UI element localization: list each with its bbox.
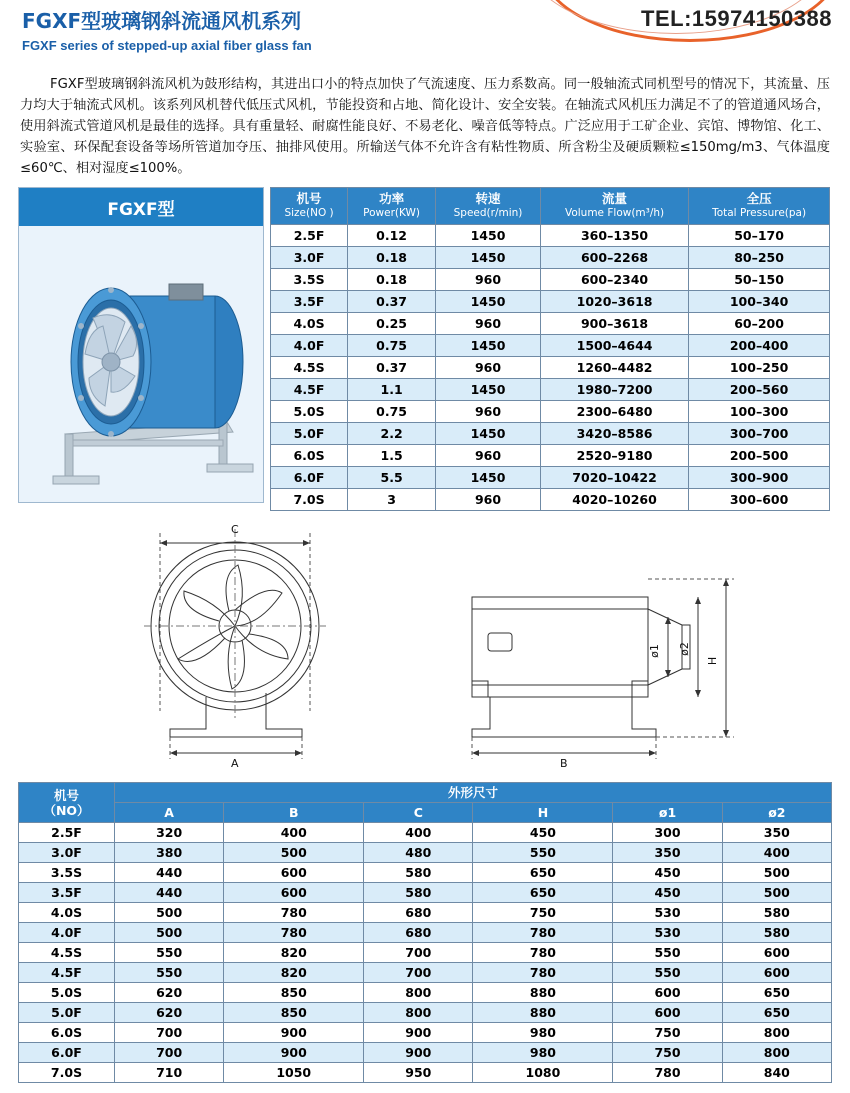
cell-speed: 1450 [436,423,541,445]
cell-c: 580 [364,883,473,903]
cell-a: 500 [115,923,224,943]
cell-flow: 900–3618 [540,313,688,335]
dims-table-body [19,823,832,1083]
cell-h: 650 [473,883,613,903]
dims-col-a: A [115,803,224,823]
cell-d2: 500 [722,883,831,903]
cell-flow: 1020–3618 [540,291,688,313]
cell-d1: 530 [613,903,722,923]
cell-pressure: 100–340 [689,291,830,313]
drawing-label-d1: ø1 [648,644,661,658]
cell-h: 880 [473,983,613,1003]
cell-pressure: 200–560 [689,379,830,401]
cell-c: 800 [364,1003,473,1023]
table-row [271,467,830,489]
cell-d1: 530 [613,923,722,943]
spec-table-body [271,225,830,511]
cell-size: 3.5F [271,291,348,313]
cell-c: 680 [364,923,473,943]
cell-h: 880 [473,1003,613,1023]
table-row [19,863,832,883]
top-section [18,187,832,511]
cell-d1: 750 [613,1023,722,1043]
cell-d2: 580 [722,923,831,943]
cell-speed: 1450 [436,291,541,313]
spec-col-power: 功率 Power(KW) [348,188,436,225]
cell-d1: 750 [613,1043,722,1063]
page-title-cn: FGXF型玻璃钢斜流通风机系列 [22,9,302,33]
cell-b: 850 [224,983,364,1003]
cell-d2: 800 [722,1043,831,1063]
drawing-label-a: A [231,757,239,770]
cell-a: 700 [115,1023,224,1043]
spec-col-speed: 转速 Speed(r/min) [436,188,541,225]
cell-size: 4.5S [271,357,348,379]
cell-pressure: 50–170 [689,225,830,247]
cell-speed: 1450 [436,335,541,357]
cell-flow: 600–2340 [540,269,688,291]
cell-speed: 1450 [436,379,541,401]
cell-power: 1.5 [348,445,436,467]
cell-a: 620 [115,983,224,1003]
cell-d1: 550 [613,943,722,963]
dims-col-h: H [473,803,613,823]
cell-power: 2.2 [348,423,436,445]
cell-a: 550 [115,963,224,983]
cell-pressure: 60–200 [689,313,830,335]
cell-flow: 2300–6480 [540,401,688,423]
spec-col-flow: 流量 Volume Flow(m³/h) [540,188,688,225]
cell-pressure: 300–600 [689,489,830,511]
table-row [271,225,830,247]
cell-b: 400 [224,823,364,843]
table-row [19,823,832,843]
cell-size: 7.0S [19,1063,115,1083]
cell-size: 4.0F [19,923,115,943]
spec-col-pressure: 全压 Total Pressure(pa) [689,188,830,225]
cell-power: 0.75 [348,401,436,423]
cell-b: 820 [224,943,364,963]
table-row [19,983,832,1003]
product-image-caption: FGXF型 [19,188,263,226]
cell-size: 5.0F [271,423,348,445]
cell-b: 500 [224,843,364,863]
cell-h: 780 [473,943,613,963]
cell-h: 980 [473,1043,613,1063]
cell-h: 750 [473,903,613,923]
cell-power: 0.37 [348,357,436,379]
cell-flow: 4020–10260 [540,489,688,511]
cell-size: 6.0F [19,1043,115,1063]
dims-col-b: B [224,803,364,823]
table-row [271,379,830,401]
drawing-label-d2: ø2 [678,642,691,656]
cell-size: 6.0F [271,467,348,489]
page-header [0,0,850,72]
table-row [271,313,830,335]
cell-speed: 1450 [436,467,541,489]
cell-b: 820 [224,963,364,983]
cell-c: 480 [364,843,473,863]
cell-speed: 960 [436,269,541,291]
cell-a: 550 [115,943,224,963]
cell-size: 3.5S [271,269,348,291]
cell-d1: 350 [613,843,722,863]
cell-speed: 960 [436,445,541,467]
table-row [19,883,832,903]
cell-pressure: 300–700 [689,423,830,445]
cell-c: 900 [364,1043,473,1063]
cell-pressure: 300–900 [689,467,830,489]
intro-paragraph [20,74,830,179]
dims-col-size: 机号 （NO） [19,783,115,823]
cell-pressure: 100–250 [689,357,830,379]
cell-h: 980 [473,1023,613,1043]
cell-a: 700 [115,1043,224,1063]
table-row [19,1043,832,1063]
cell-a: 380 [115,843,224,863]
cell-pressure: 50–150 [689,269,830,291]
cell-size: 2.5F [19,823,115,843]
cell-a: 500 [115,903,224,923]
cell-pressure: 200–500 [689,445,830,467]
cell-flow: 360–1350 [540,225,688,247]
cell-speed: 1450 [436,247,541,269]
cell-d2: 400 [722,843,831,863]
cell-d2: 800 [722,1023,831,1043]
spec-header-row [271,188,830,225]
cell-h: 780 [473,963,613,983]
cell-size: 5.0F [19,1003,115,1023]
table-row [271,357,830,379]
cell-d1: 300 [613,823,722,843]
cell-size: 3.0F [271,247,348,269]
cell-size: 6.0S [19,1023,115,1043]
fan-product-photo [19,226,263,502]
table-row [271,335,830,357]
specification-table [270,187,830,511]
dimensions-table [18,782,832,1083]
cell-size: 5.0S [271,401,348,423]
cell-size: 3.5F [19,883,115,903]
dims-header-row-1 [19,783,832,803]
cell-speed: 960 [436,313,541,335]
cell-flow: 3420–8586 [540,423,688,445]
cell-flow: 1260–4482 [540,357,688,379]
cell-power: 0.25 [348,313,436,335]
cell-a: 440 [115,883,224,903]
cell-pressure: 200–400 [689,335,830,357]
table-row [19,903,832,923]
cell-power: 5.5 [348,467,436,489]
cell-d2: 600 [722,943,831,963]
table-row [271,247,830,269]
cell-b: 850 [224,1003,364,1023]
cell-d1: 550 [613,963,722,983]
dims-header-row-2 [19,803,832,823]
cell-size: 6.0S [271,445,348,467]
cell-d2: 580 [722,903,831,923]
cell-power: 0.37 [348,291,436,313]
spec-col-size: 机号 Size(NO ) [271,188,348,225]
cell-pressure: 100–300 [689,401,830,423]
cell-size: 4.0S [271,313,348,335]
cell-flow: 2520–9180 [540,445,688,467]
cell-size: 2.5F [271,225,348,247]
cell-a: 620 [115,1003,224,1023]
drawing-label-h: H [706,656,719,666]
cell-power: 0.18 [348,247,436,269]
dims-col-d2: ø2 [722,803,831,823]
cell-size: 4.0S [19,903,115,923]
table-row [19,963,832,983]
cell-flow: 7020–10422 [540,467,688,489]
table-row [271,401,830,423]
cell-c: 680 [364,903,473,923]
cell-c: 700 [364,943,473,963]
cell-d2: 350 [722,823,831,843]
table-row [19,923,832,943]
cell-d1: 780 [613,1063,722,1083]
cell-d1: 600 [613,983,722,1003]
page-title-en: FGXF series of stepped-up axial fiber glass fan [22,38,312,53]
cell-b: 600 [224,863,364,883]
cell-b: 780 [224,903,364,923]
cell-h: 450 [473,823,613,843]
cell-d1: 450 [613,863,722,883]
cell-d2: 650 [722,983,831,1003]
dims-col-d1: ø1 [613,803,722,823]
cell-d2: 650 [722,1003,831,1023]
cell-a: 710 [115,1063,224,1083]
cell-power: 0.75 [348,335,436,357]
drawing-label-b: B [560,757,568,770]
cell-b: 780 [224,923,364,943]
cell-h: 650 [473,863,613,883]
cell-b: 1050 [224,1063,364,1083]
table-row [19,1063,832,1083]
cell-speed: 960 [436,357,541,379]
cell-flow: 1500–4644 [540,335,688,357]
drawing-label-c: C [231,523,239,536]
table-row [19,943,832,963]
cell-power: 0.12 [348,225,436,247]
cell-speed: 1450 [436,225,541,247]
cell-d2: 840 [722,1063,831,1083]
cell-c: 900 [364,1023,473,1043]
cell-size: 4.5F [271,379,348,401]
cell-power: 1.1 [348,379,436,401]
table-row [19,1023,832,1043]
cell-power: 0.18 [348,269,436,291]
table-row [271,291,830,313]
cell-size: 3.5S [19,863,115,883]
cell-d1: 600 [613,1003,722,1023]
table-row [19,1003,832,1023]
cell-h: 550 [473,843,613,863]
cell-d2: 600 [722,963,831,983]
cell-size: 5.0S [19,983,115,1003]
cell-b: 600 [224,883,364,903]
table-row [271,269,830,291]
telephone-number: TEL:15974150388 [641,6,832,31]
cell-c: 950 [364,1063,473,1083]
cell-power: 3 [348,489,436,511]
cell-b: 900 [224,1023,364,1043]
product-image-panel [18,187,264,503]
cell-d1: 450 [613,883,722,903]
cell-size: 3.0F [19,843,115,863]
table-row [19,843,832,863]
cell-speed: 960 [436,489,541,511]
intro-text: FGXF型玻璃钢斜流风机为鼓形结构，其进出口小的特点加快了气流速度、压力系数高。同一般轴流式同机型号的情况下，其流量、压力均大于轴流式风机。该系列风机替代低压式风机，节能投资和占地、简化设计、安全安装。在轴流式风机压力满足不了的管道通风场合，使用斜流式管道风机是最佳的选择。具有重量轻、耐腐性能良好、不易老化、噪音低等特点。广泛应用于工矿企业、宾馆、博物馆、化工、实验室、环保配套设备等场所管道加夺压、抽排风使用。所输送气体不允许含有粘性物质、所含粉尘及硬质颗粒≤150mg/m3、气体温度≤60℃、相对湿度≤100%。 [20,77,830,176]
cell-size: 4.5F [19,963,115,983]
table-row [271,445,830,467]
table-row [271,423,830,445]
cell-speed: 960 [436,401,541,423]
dims-col-c: C [364,803,473,823]
cell-pressure: 80–250 [689,247,830,269]
cell-c: 800 [364,983,473,1003]
cell-h: 1080 [473,1063,613,1083]
cell-a: 320 [115,823,224,843]
cell-d2: 500 [722,863,831,883]
cell-c: 400 [364,823,473,843]
cell-flow: 600–2268 [540,247,688,269]
cell-flow: 1980–7200 [540,379,688,401]
cell-h: 780 [473,923,613,943]
cell-b: 900 [224,1043,364,1063]
cell-size: 7.0S [271,489,348,511]
technical-drawings [20,521,830,776]
cell-c: 580 [364,863,473,883]
cell-a: 440 [115,863,224,883]
cell-c: 700 [364,963,473,983]
cell-size: 4.5S [19,943,115,963]
table-row [271,489,830,511]
dims-group-header: 外形尺寸 [115,783,832,803]
cell-size: 4.0F [271,335,348,357]
